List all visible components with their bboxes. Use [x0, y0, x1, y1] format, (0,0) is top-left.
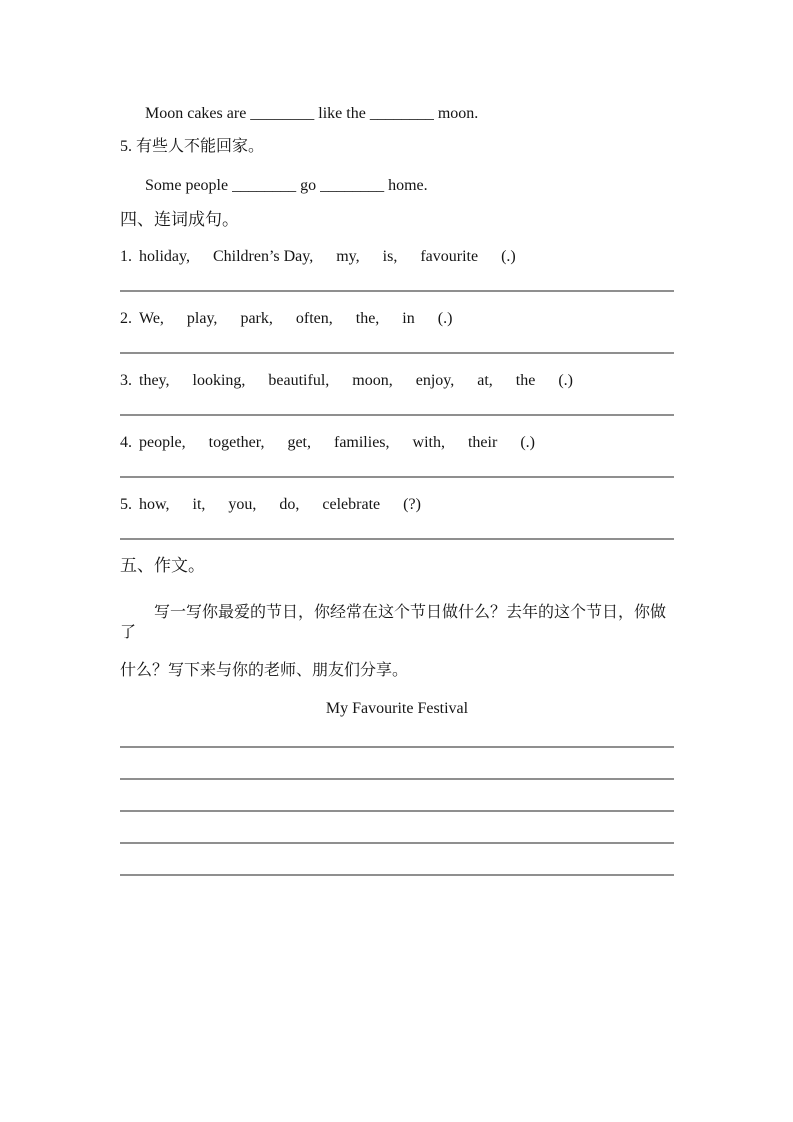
- answer-line: [120, 352, 674, 354]
- word-token: my,: [336, 248, 360, 265]
- word-token: the,: [355, 310, 380, 327]
- item-words: [139, 434, 535, 451]
- word-token: holiday,: [139, 248, 190, 265]
- essay-prompt-line: 什么？写下来与你的老师、朋友们分享。: [120, 662, 409, 679]
- word-token: enjoy,: [415, 372, 455, 389]
- essay-prompt: [120, 603, 674, 681]
- writing-line: [120, 874, 674, 876]
- fill-item-4-sentence: Moon cakes are ________ like the ________ moon.: [145, 105, 479, 122]
- writing-lines: [120, 746, 674, 876]
- item-words: [139, 310, 452, 327]
- fill-item-5-chinese: 5. 有些人不能回家。: [120, 138, 265, 155]
- word-token: with,: [412, 434, 445, 451]
- writing-line: [120, 778, 674, 780]
- section-5-heading: 五、作文。: [120, 556, 205, 575]
- answer-line: [120, 290, 674, 292]
- word-token: families,: [333, 434, 390, 451]
- item-number: 1.: [120, 248, 132, 265]
- word-token: (.): [501, 248, 516, 265]
- word-token: in: [402, 310, 415, 327]
- word-token: together,: [208, 434, 265, 451]
- word-order-item: [120, 309, 674, 329]
- item-number: 4.: [120, 434, 132, 451]
- writing-line: [120, 746, 674, 748]
- word-token: people,: [139, 434, 186, 451]
- word-token: the: [515, 372, 536, 389]
- word-token: is,: [382, 248, 398, 265]
- word-token: you,: [228, 496, 257, 513]
- word-token: beautiful,: [268, 372, 330, 389]
- answer-line: [120, 476, 674, 478]
- word-token: park,: [240, 310, 273, 327]
- writing-line: [120, 810, 674, 812]
- item-number: 5.: [120, 496, 132, 513]
- word-token: (.): [437, 310, 453, 327]
- word-token: they,: [139, 372, 170, 389]
- page-content: [120, 96, 674, 876]
- item-words: [139, 372, 573, 389]
- item-words: [139, 248, 516, 265]
- essay-title: My Favourite Festival: [325, 700, 469, 717]
- answer-line: [120, 414, 674, 416]
- item-number: 2.: [120, 310, 132, 327]
- word-token: (.): [558, 372, 573, 389]
- essay-prompt-line: 写一写你最爱的节日，你经常在这个节日做什么？去年的这个节日，你做了: [120, 604, 667, 641]
- word-token: play,: [186, 310, 218, 327]
- writing-line: [120, 842, 674, 844]
- word-token: (?): [403, 496, 421, 513]
- word-token: get,: [287, 434, 311, 451]
- word-token: celebrate: [322, 496, 381, 513]
- word-order-items: [120, 247, 674, 540]
- word-token: looking,: [192, 372, 246, 389]
- word-order-item: [120, 495, 674, 515]
- answer-line: [120, 538, 674, 540]
- word-token: do,: [279, 496, 300, 513]
- word-token: it,: [192, 496, 206, 513]
- word-order-item: [120, 433, 674, 453]
- word-token: We,: [139, 310, 164, 327]
- word-token: favourite: [420, 248, 479, 265]
- section-4-heading: 四、连词成句。: [120, 210, 239, 229]
- word-token: Children’s Day,: [212, 248, 314, 265]
- fill-item-5-sentence: Some people ________ go ________ home.: [145, 177, 428, 194]
- word-token: (.): [520, 434, 535, 451]
- word-token: their: [467, 434, 498, 451]
- word-token: moon,: [352, 372, 393, 389]
- item-number: 3.: [120, 372, 132, 389]
- word-order-item: [120, 371, 674, 391]
- item-words: [139, 496, 421, 513]
- word-token: often,: [295, 310, 333, 327]
- word-token: how,: [139, 496, 170, 513]
- word-token: at,: [477, 372, 493, 389]
- word-order-item: [120, 247, 674, 267]
